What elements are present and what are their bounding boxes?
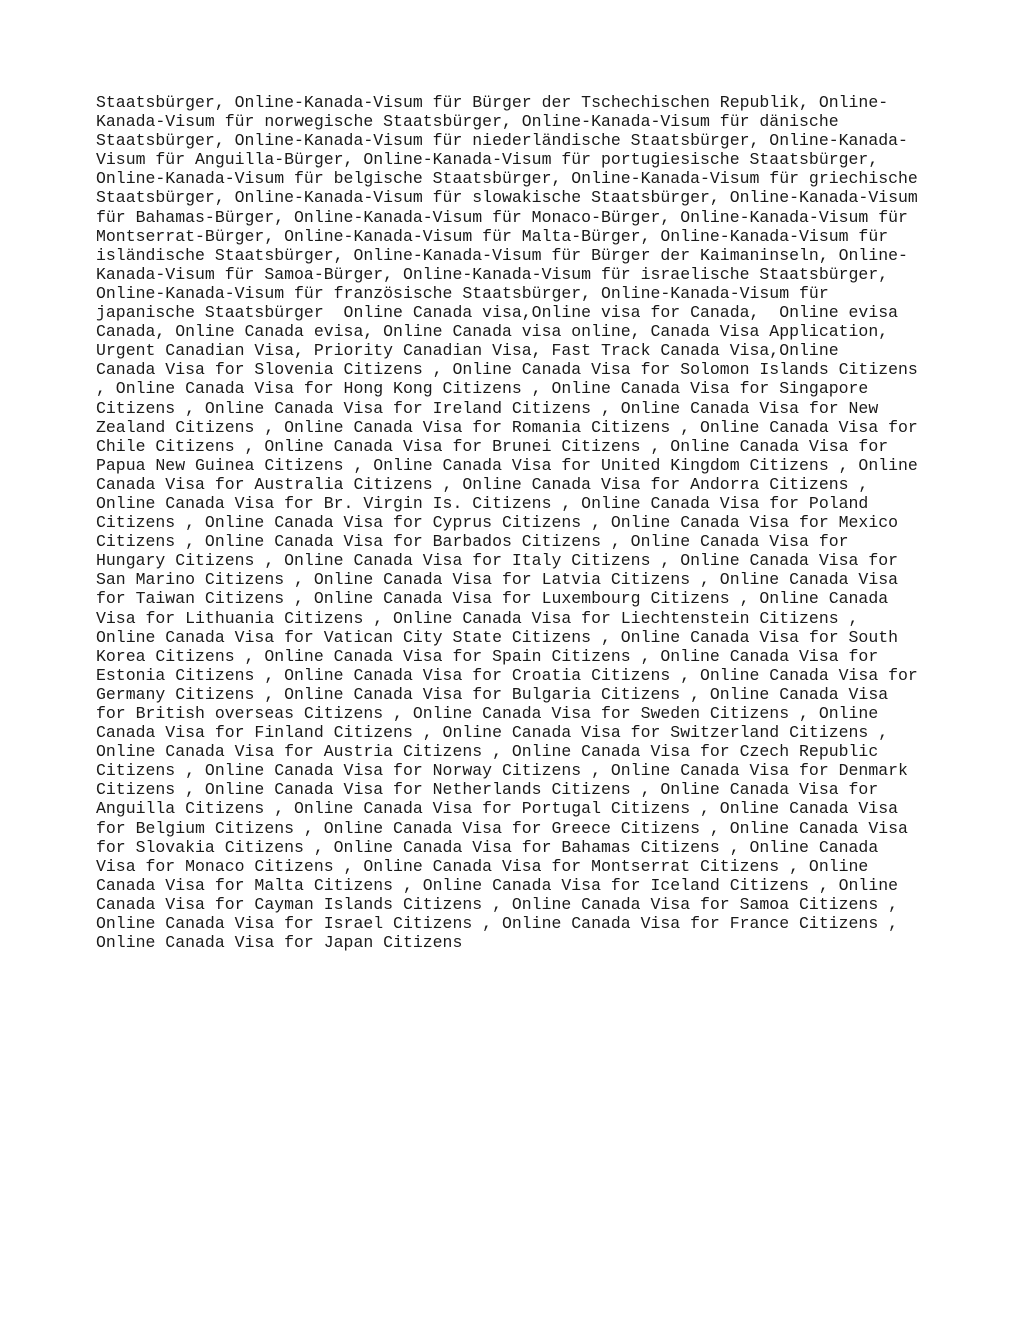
text-line: Germany Citizens , Online Canada Visa for Bulgaria Citizens , Online Canada Visa [96, 684, 889, 704]
body-text [96, 93, 936, 952]
text-line: Online-Kanada-Visum für französische Staatsbürger, Online-Kanada-Visum für [96, 283, 829, 303]
text-line: Papua New Guinea Citizens , Online Canada Visa for United Kingdom Citizens , Online [96, 455, 918, 475]
text-line: japanische Staatsbürger Online Canada visa,Online visa for Canada, Online evisa [96, 303, 899, 323]
text-line: Staatsbürger, Online-Kanada-Visum für slowakische Staatsbürger, Online-Kanada-Visum [96, 188, 918, 208]
text-line: Canada Visa for Slovenia Citizens , Online Canada Visa for Solomon Islands Citizens [96, 360, 918, 380]
text-line: Montserrat-Bürger, Online-Kanada-Visum für Malta-Bürger, Online-Kanada-Visum für [96, 226, 889, 246]
text-line: Citizens , Online Canada Visa for Ireland Citizens , Online Canada Visa for New [96, 398, 879, 418]
text-line: Online Canada Visa for Israel Citizens , Online Canada Visa for France Citizens , [96, 914, 899, 934]
text-line: , Online Canada Visa for Hong Kong Citizens , Online Canada Visa for Singapore [96, 379, 869, 399]
text-line: Staatsbürger, Online-Kanada-Visum für niederländische Staatsbürger, Online-Kanada- [96, 131, 908, 151]
text-line: für Bahamas-Bürger, Online-Kanada-Visum für Monaco-Bürger, Online-Kanada-Visum für [96, 207, 908, 227]
text-line: Canada Visa for Malta Citizens , Online Canada Visa for Iceland Citizens , Online [96, 875, 899, 895]
text-line: San Marino Citizens , Online Canada Visa for Latvia Citizens , Online Canada Visa [96, 570, 899, 590]
text-line: for British overseas Citizens , Online Canada Visa for Sweden Citizens , Online [96, 704, 879, 723]
text-line: Online-Kanada-Visum für belgische Staatsbürger, Online-Kanada-Visum für griechische [96, 169, 918, 189]
text-line: Estonia Citizens , Online Canada Visa for Croatia Citizens , Online Canada Visa for [96, 665, 918, 685]
text-line: Kanada-Visum für norwegische Staatsbürger, Online-Kanada-Visum für dänische [96, 112, 839, 132]
text-line: Visum für Anguilla-Bürger, Online-Kanada-Visum für portugiesische Staatsbürger, [96, 150, 879, 170]
text-line: Canada Visa for Australia Citizens , Online Canada Visa for Andorra Citizens , [96, 474, 869, 494]
text-line: Zealand Citizens , Online Canada Visa for Romania Citizens , Online Canada Visa for [96, 417, 918, 437]
text-line: Citizens , Online Canada Visa for Netherlands Citizens , Online Canada Visa for [96, 780, 879, 800]
text-line: for Slovakia Citizens , Online Canada Visa for Bahamas Citizens , Online Canada [96, 837, 879, 857]
text-line: Hungary Citizens , Online Canada Visa for Italy Citizens , Online Canada Visa for [96, 551, 899, 571]
text-line: Citizens , Online Canada Visa for Norway Citizens , Online Canada Visa for Denmark [96, 761, 908, 781]
text-line: Canada Visa for Finland Citizens , Online Canada Visa for Switzerland Citizens , [96, 723, 889, 743]
text-line: Korea Citizens , Online Canada Visa for Spain Citizens , Online Canada Visa for [96, 646, 879, 666]
text-line: Visa for Monaco Citizens , Online Canada Visa for Montserrat Citizens , Online [96, 856, 869, 876]
text-line: Citizens , Online Canada Visa for Barbados Citizens , Online Canada Visa for [96, 532, 849, 552]
text-line: Citizens , Online Canada Visa for Cyprus Citizens , Online Canada Visa for Mexico [96, 513, 899, 533]
text-line: for Taiwan Citizens , Online Canada Visa for Luxembourg Citizens , Online Canada [96, 589, 889, 609]
text-line: Chile Citizens , Online Canada Visa for Brunei Citizens , Online Canada Visa for [96, 436, 889, 456]
text-line: isländische Staatsbürger, Online-Kanada-Visum für Bürger der Kaimaninseln, Online- [96, 245, 908, 265]
text-line: Online Canada Visa for Br. Virgin Is. Citizens , Online Canada Visa for Poland [96, 493, 869, 513]
text-line: Canada, Online Canada evisa, Online Canada visa online, Canada Visa Application, [96, 322, 889, 342]
text-line: Visa for Lithuania Citizens , Online Canada Visa for Liechtenstein Citizens , [96, 608, 859, 628]
text-line: Urgent Canadian Visa, Priority Canadian Visa, Fast Track Canada Visa,Online [96, 341, 839, 361]
text-line: Staatsbürger, Online-Kanada-Visum für Bürger der Tschechischen Republik, Online- [96, 93, 889, 112]
text-line: Anguilla Citizens , Online Canada Visa for Portugal Citizens , Online Canada Visa [96, 799, 899, 819]
text-line: Online Canada Visa for Vatican City State Citizens , Online Canada Visa for South [96, 627, 899, 647]
text-line: Online Canada Visa for Japan Citizens [96, 933, 463, 953]
text-line: Canada Visa for Cayman Islands Citizens , Online Canada Visa for Samoa Citizens , [96, 894, 899, 914]
text-line: Online Canada Visa for Austria Citizens , Online Canada Visa for Czech Republic [96, 742, 879, 762]
text-line: for Belgium Citizens , Online Canada Visa for Greece Citizens , Online Canada Visa [96, 818, 908, 838]
text-line: Kanada-Visum für Samoa-Bürger, Online-Kanada-Visum für israelische Staatsbürger, [96, 264, 889, 284]
